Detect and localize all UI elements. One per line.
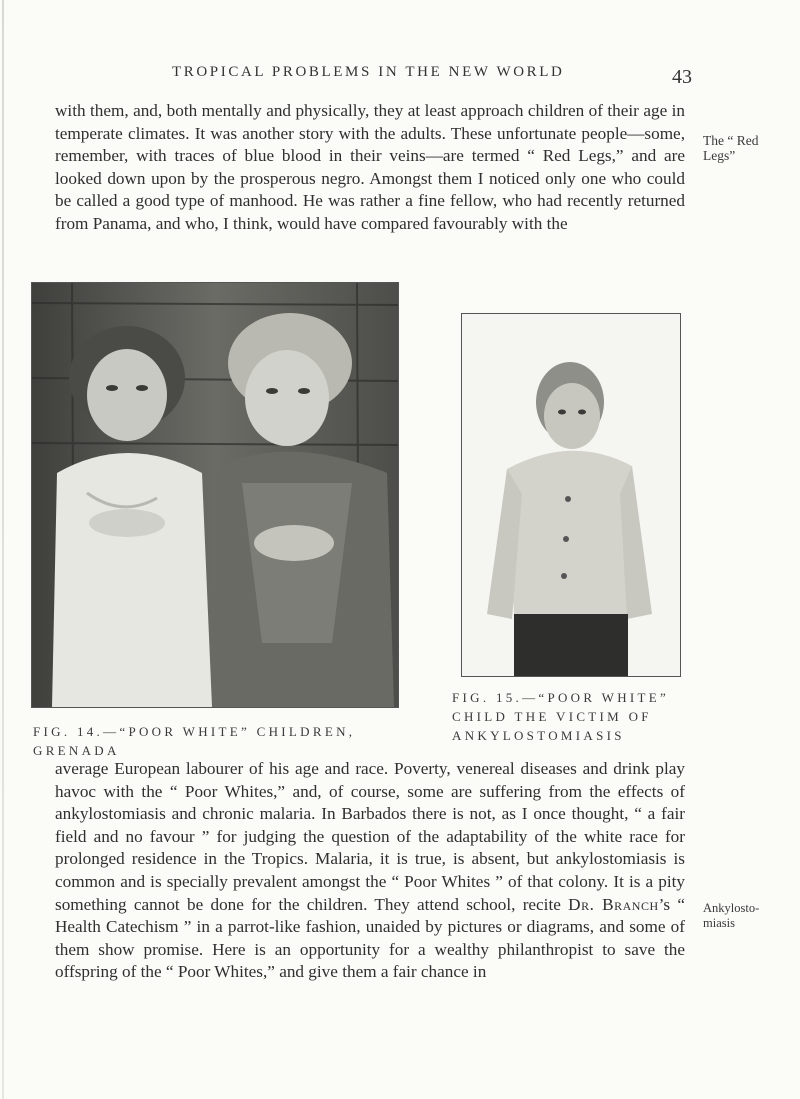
page-edge xyxy=(2,0,4,1099)
author-name: Dr. Branch xyxy=(568,894,659,914)
page-number: 43 xyxy=(672,66,692,88)
paragraph-2-text-a: average European labourer of his age and race. Poverty, venereal diseases and drink play havoc with the “ Poor Whites,” and, of course, some are suffering from the effects of ankylostomiasis and chronic malaria. In Barbados there is not, as I once thought, “ a fair field and no favour ” for judging the question of the adaptability of the white race for prolonged residence in the Tropics. Malaria, it is true, is absent, but ankylostomiasis is common and is specially prevalent amongst the “ Poor Whites ” of that colony. It is a pity something cannot be done for the children. They attend school, recite xyxy=(55,759,685,914)
running-head: TROPICAL PROBLEMS IN THE NEW WORLD xyxy=(172,64,565,80)
figure-14-illustration xyxy=(32,283,398,707)
page-header xyxy=(172,62,692,88)
figure-15-illustration xyxy=(462,314,680,676)
paragraph-1: with them, and, both mentally and physically, they at least approach children of their age in temperate climates. It was another story with the adults. These unfortunate people—some, remember, with traces of blue blood in their veins—are termed “ Red Legs,” and are looked down upon by the prosperous negro. Amongst them I noticed only one who could be called a good type of manhood. He was rather a fine fellow, who had recently returned from Panama, and who, I think, would have compared favourably with the xyxy=(55,101,685,233)
figure-15-photo xyxy=(461,313,681,677)
figure-15-caption: FIG. 15.—“POOR WHITE” CHILD THE VICTIM OF ANKYLOSTOMIASIS xyxy=(452,690,670,743)
figure-14-caption: FIG. 14.—“POOR WHITE” CHILDREN, GRENADA xyxy=(33,724,356,758)
figure-14-photo xyxy=(31,282,399,708)
paragraph-2 xyxy=(55,758,685,984)
margin-note-red-legs: The “ Red Legs” xyxy=(703,133,759,163)
margin-note-ankylostomiasis: Ankylosto-miasis xyxy=(703,901,760,930)
paragraph-2-text-b: ’s “ Health Catechism ” in a parrot-like fashion, unaided by pictures or diagrams, and some of them show promise. Here is an opportunity for a wealthy philanthropist to save the offspring of the “ Poor Whites,” and give them a fair chance in xyxy=(55,894,685,982)
